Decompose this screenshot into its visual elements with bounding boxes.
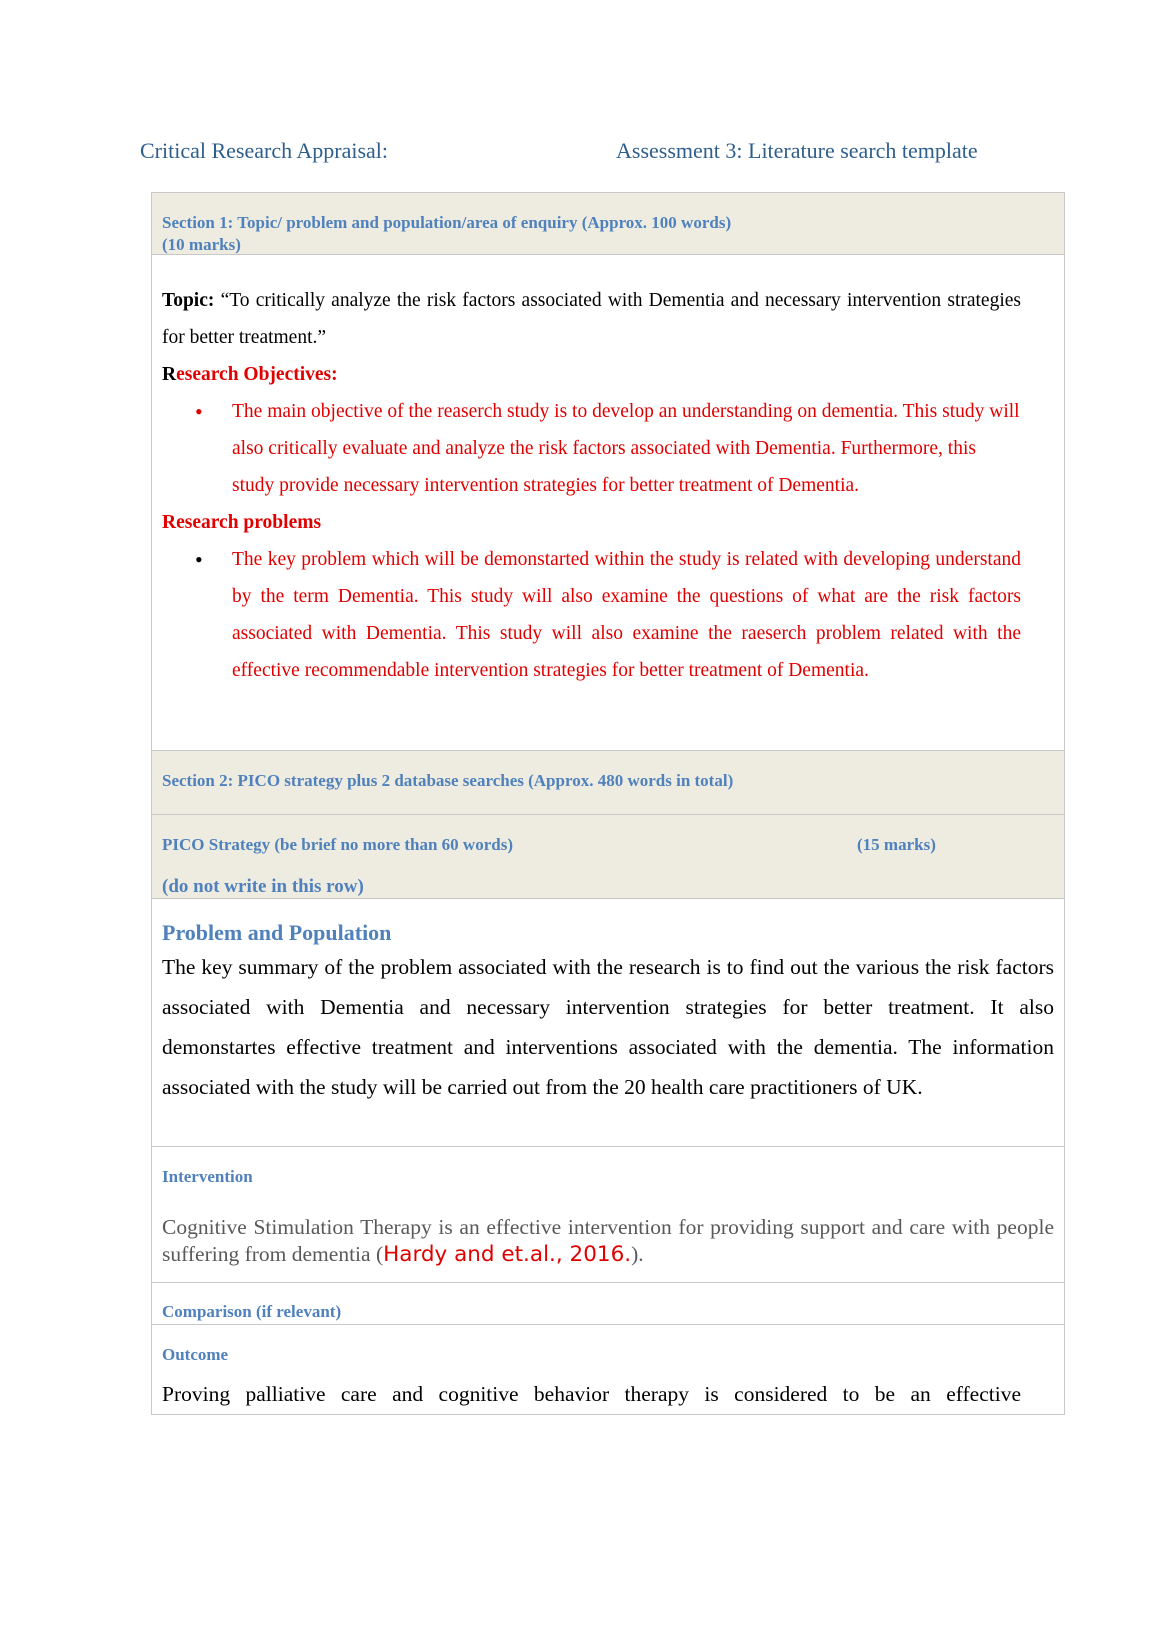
topic-label: Topic:: [162, 290, 215, 311]
objectives-heading: Research Objectives:: [162, 364, 338, 385]
comparison-row: [152, 1283, 1064, 1325]
topic-paragraph: [162, 282, 1021, 356]
section1-title: Section 1: Topic/ problem and population/area of enquiry (Approx. 100 words): [162, 213, 732, 232]
list-item: • The main objective of the reaserch study is to develop an understanding on dementia. This study will also critically evaluate and analyze the risk factors associated with Dementia. Furthermore, this study provide necessary intervention strategies for better treatment of Dementia.: [232, 393, 1021, 504]
problems-heading: Research problems: [162, 512, 322, 533]
section1-content-row: [152, 255, 1064, 751]
header-title-left: Critical Research Appraisal:: [140, 138, 389, 163]
intervention-citation: Hardy and et.al., 2016.: [383, 1242, 632, 1267]
intervention-text: Cognitive Stimulation Therapy is an effective intervention for providing support and care with people suffering from dementia (Hardy and et.al., 2016.).: [162, 1215, 1054, 1267]
section1-header-row: [152, 193, 1064, 255]
outcome-row: [152, 1325, 1064, 1415]
comparison-label: Comparison (if relevant): [162, 1302, 342, 1321]
section2-title: Section 2: PICO strategy plus 2 database searches (Approx. 480 words in total): [162, 771, 734, 790]
intervention-label: Intervention: [162, 1167, 253, 1186]
problem-population-row: [152, 899, 1064, 1147]
pico-title: PICO Strategy (be brief no more than 60 words): [162, 835, 513, 854]
pico-header-row: [152, 815, 1064, 899]
outcome-text: Proving palliative care and cognitive behavior therapy is considered to be an effective: [162, 1382, 1021, 1406]
problems-list: [162, 541, 1021, 689]
topic-text: “To critically analyze the risk factors associated with Dementia and necessary intervention strategies for better treatment.”: [162, 290, 1021, 348]
intervention-row: [152, 1147, 1064, 1283]
section2-header-row: [152, 751, 1064, 815]
section1-marks: (10 marks): [162, 235, 241, 254]
page-header: [140, 138, 1020, 168]
problem-population-heading: Problem and Population: [162, 920, 392, 945]
list-item: • The key problem which will be demonstarted within the study is related with developing understand by the term Dementia. This study will also examine the questions of what are the risk factors associated with Dementia. This study will also examine the raeserch problem related with the effective recommendable intervention strategies for better treatment of Dementia.: [232, 541, 1021, 689]
template-table: [151, 192, 1065, 1415]
pico-marks: (15 marks): [857, 835, 936, 854]
header-title-right: Assessment 3: Literature search template: [616, 138, 978, 163]
pico-note: (do not write in this row): [162, 876, 364, 897]
objectives-list: [162, 393, 1021, 504]
outcome-label: Outcome: [162, 1345, 229, 1364]
problem-population-text: The key summary of the problem associated with the research is to find out the various the risk factors associated with Dementia and necessary intervention strategies for better treatment. It also demonstartes effective treatment and interventions associated with the dementia. The information associated with the study will be carried out from the 20 health care practitioners of UK.: [162, 955, 1054, 1099]
